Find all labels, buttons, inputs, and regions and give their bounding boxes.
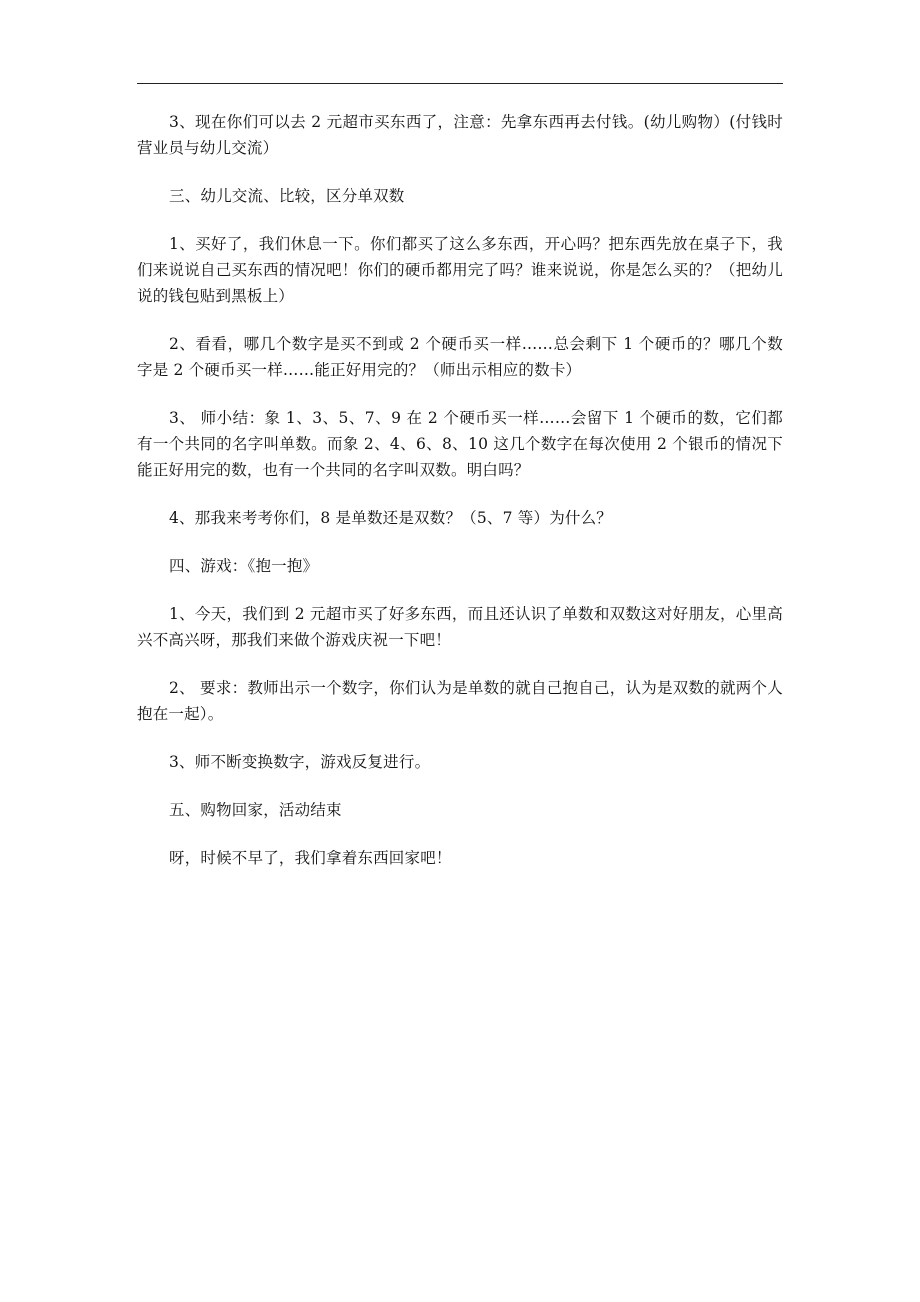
- paragraph-step-4-quiz: 4、那我来考考你们，8 是单数还是双数？（5、7 等）为什么？: [169, 509, 613, 527]
- header-rule: [137, 83, 783, 84]
- section-heading-5: 五、购物回家，活动结束: [169, 801, 342, 819]
- paragraph-closing: 呀，时候不早了，我们拿着东西回家吧！: [169, 849, 452, 867]
- section-heading-4: 四、游戏：《抱一抱》: [169, 557, 319, 575]
- paragraph-game-step-2: 2、 要求：教师出示一个数字，你们认为是单数的就自己抱自己，认为是双数的就两个人抱在一起）。: [137, 679, 783, 723]
- paragraph-step-3-shopping: 3、现在你们可以去 2 元超市买东西了，注意：先拿东西再去付钱。(幼儿购物）(付钱时营业员与幼儿交流）: [137, 113, 783, 157]
- paragraph-game-step-3: 3、师不断变换数字，游戏反复进行。: [169, 753, 431, 771]
- paragraph-game-step-1: 1、今天，我们到 2 元超市买了好多东西，而且还认识了单数和双数这对好朋友，心里高兴不高兴呀，那我们来做个游戏庆祝一下吧！: [137, 605, 783, 649]
- section-heading-3: 三、幼儿交流、比较，区分单双数: [169, 187, 405, 205]
- paragraph-step-1-rest: 1、买好了，我们休息一下。你们都买了这么多东西，开心吗？把东西先放在桌子下，我们来说说自己买东西的情况吧！你们的硬币都用完了吗？谁来说说，你是怎么买的？（把幼儿说的钱包贴到黑板上）: [137, 235, 783, 305]
- paragraph-step-2-look: 2、看看，哪几个数字是买不到或 2 个硬币买一样……总会剩下 1 个硬币的？哪几个数字是 2 个硬币买一样……能正好用完的？（师出示相应的数卡）: [137, 335, 783, 379]
- paragraph-step-3-summary: 3、 师小结：象 1、3、5、7、9 在 2 个硬币买一样……会留下 1 个硬币的数，它们都有一个共同的名字叫单数。而象 2、4、6、8、10 这几个数字在每次使用 2 个银币的情况下能正好用完的数，也有一个共同的名字叫双数。明白吗？: [137, 409, 783, 479]
- document-body: [137, 109, 783, 893]
